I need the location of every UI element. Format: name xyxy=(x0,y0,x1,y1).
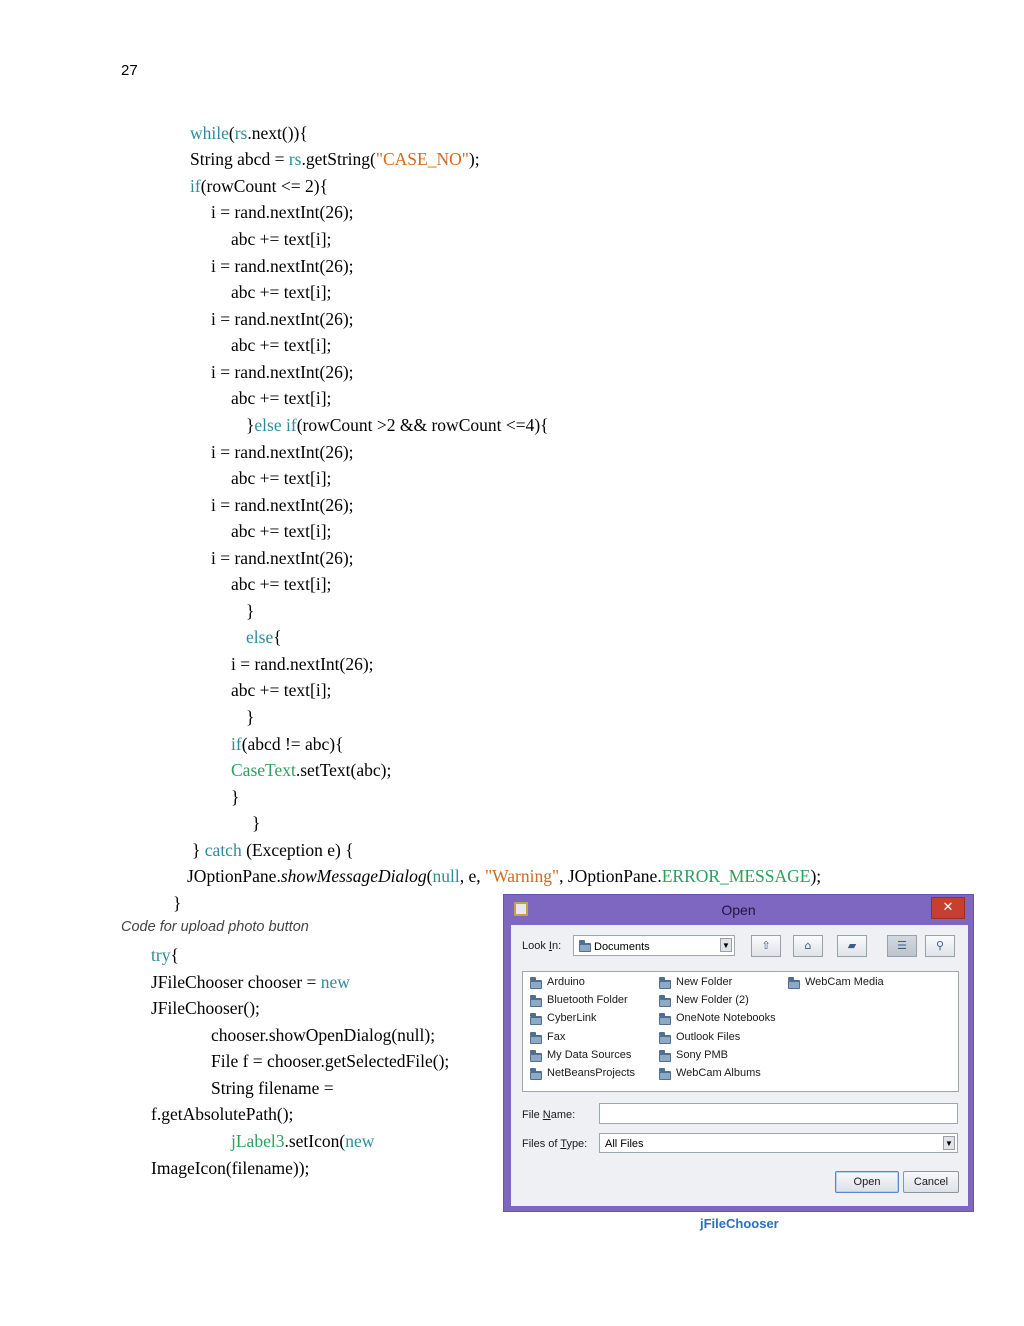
up-folder-icon: ⇧ xyxy=(761,939,771,952)
code-line xyxy=(231,653,374,675)
open-button[interactable]: Open xyxy=(835,1171,899,1193)
code-line xyxy=(231,786,239,808)
code-line xyxy=(246,414,549,436)
code-line xyxy=(231,759,391,781)
code-token: (rowCount >2 && rowCount <=4){ xyxy=(296,415,549,435)
code-token: } xyxy=(246,415,255,435)
code-token: new xyxy=(345,1131,375,1151)
code-token: } xyxy=(231,787,240,807)
code-token: ( xyxy=(426,866,433,886)
close-button[interactable]: ✕ xyxy=(931,897,965,919)
details-view-button[interactable] xyxy=(925,935,955,957)
code-line xyxy=(187,865,821,887)
code-token: i = rand.nextInt(26); xyxy=(211,442,354,462)
code-token: (rowCount <= 2){ xyxy=(200,176,328,196)
code-line xyxy=(190,175,328,197)
code-token: i = rand.nextInt(26); xyxy=(211,362,354,382)
folder-icon xyxy=(530,998,542,1007)
code-token: } xyxy=(252,813,261,833)
new-folder-icon: ▰ xyxy=(847,939,857,952)
files-of-type-value: All Files xyxy=(605,1138,644,1150)
home-icon: ⌂ xyxy=(804,939,812,952)
code-line xyxy=(231,520,331,542)
code-token: i = rand.nextInt(26); xyxy=(211,548,354,568)
code-line xyxy=(190,122,308,144)
figure-caption: jFileChooser xyxy=(700,1216,779,1231)
code-line xyxy=(231,228,331,250)
code-line xyxy=(231,1130,374,1152)
folder-icon xyxy=(659,998,671,1007)
code-token: abc += text[i]; xyxy=(231,388,332,408)
folder-icon xyxy=(530,1053,542,1062)
code-line xyxy=(211,255,354,277)
code-line xyxy=(211,547,354,569)
folder-icon xyxy=(579,943,591,952)
code-token: i = rand.nextInt(26); xyxy=(211,309,354,329)
code-token: } xyxy=(246,707,255,727)
code-token: else if xyxy=(254,415,297,435)
chevron-down-icon[interactable]: ▼ xyxy=(943,1136,955,1150)
section-caption: Code for upload photo button xyxy=(121,919,309,935)
list-view-button[interactable] xyxy=(887,935,917,957)
file-name: My Data Sources xyxy=(547,1048,632,1061)
code-token: showMessageDialog xyxy=(280,866,427,886)
code-token: String filename = xyxy=(211,1078,334,1098)
code-token: if xyxy=(190,176,201,196)
code-line xyxy=(231,281,331,303)
code-line xyxy=(246,626,282,648)
code-token: .next()){ xyxy=(247,123,308,143)
folder-icon xyxy=(659,1053,671,1062)
code-line xyxy=(231,387,331,409)
code-line xyxy=(211,441,354,463)
file-name-input[interactable] xyxy=(599,1103,958,1124)
code-token: else xyxy=(246,627,274,647)
code-token: .setIcon( xyxy=(284,1131,346,1151)
file-name: WebCam Media xyxy=(805,976,884,988)
file-name: Outlook Files xyxy=(676,1030,741,1043)
code-line xyxy=(151,971,350,993)
file-name: New Folder xyxy=(676,976,733,988)
code-token: new xyxy=(320,972,350,992)
dialog-body xyxy=(511,925,968,1206)
code-line xyxy=(231,733,344,755)
code-token: ( xyxy=(228,123,235,143)
code-token: i = rand.nextInt(26); xyxy=(211,495,354,515)
code-token: ); xyxy=(810,866,822,886)
code-line xyxy=(211,494,354,516)
code-token: f.getAbsolutePath(); xyxy=(151,1104,294,1124)
code-line xyxy=(211,1024,435,1046)
code-token: abc += text[i]; xyxy=(231,282,332,302)
code-token: ); xyxy=(468,149,480,169)
code-token: } xyxy=(192,840,205,860)
code-token: i = rand.nextInt(26); xyxy=(231,654,374,674)
dialog-title: Open xyxy=(721,902,756,918)
code-token: } xyxy=(246,601,255,621)
code-line xyxy=(173,892,181,914)
code-token: , e, xyxy=(459,866,485,886)
code-line xyxy=(246,706,254,728)
code-token: ERROR_MESSAGE xyxy=(661,866,811,886)
code-token: rs xyxy=(288,149,302,169)
code-token: { xyxy=(273,627,282,647)
look-in-value: Documents xyxy=(594,941,650,953)
list-view-icon: ☰ xyxy=(897,939,907,952)
code-token: JFileChooser chooser = xyxy=(151,972,321,992)
code-token: abc += text[i]; xyxy=(231,680,332,700)
look-in-label: Look In: xyxy=(522,940,562,952)
code-token: .getString( xyxy=(301,149,376,169)
code-line xyxy=(231,573,331,595)
code-token: i = rand.nextInt(26); xyxy=(211,256,354,276)
code-token: } xyxy=(173,893,182,913)
folder-icon xyxy=(659,1071,671,1080)
code-line xyxy=(151,944,179,966)
file-name-label: File Name: xyxy=(522,1109,576,1121)
code-token: while xyxy=(190,123,229,143)
file-chooser-dialog xyxy=(503,894,974,1212)
folder-icon xyxy=(659,1016,671,1025)
file-name: Fax xyxy=(547,1030,566,1043)
code-line xyxy=(231,334,331,356)
folder-icon xyxy=(530,1071,542,1080)
folder-icon xyxy=(530,980,542,989)
code-line xyxy=(192,839,354,861)
code-token: JOptionPane. xyxy=(187,866,281,886)
chevron-down-icon[interactable]: ▼ xyxy=(720,938,732,952)
code-token: (abcd != abc){ xyxy=(241,734,344,754)
code-token: abc += text[i]; xyxy=(231,521,332,541)
code-line xyxy=(151,1103,293,1125)
file-name: OneNote Notebooks xyxy=(676,1012,776,1025)
folder-icon xyxy=(659,1035,671,1044)
code-line xyxy=(211,1077,334,1099)
code-token: { xyxy=(170,945,179,965)
code-line xyxy=(252,812,260,834)
code-line xyxy=(211,1050,449,1072)
code-token: , JOptionPane. xyxy=(559,866,662,886)
code-token: if xyxy=(231,734,242,754)
code-token: "CASE_NO" xyxy=(375,149,469,169)
code-token: File f = chooser.getSelectedFile(); xyxy=(211,1051,450,1071)
code-token: abc += text[i]; xyxy=(231,574,332,594)
code-token: rs xyxy=(234,123,248,143)
files-of-type-label: Files of Type: xyxy=(522,1138,588,1150)
code-line xyxy=(190,148,480,170)
file-name: Arduino xyxy=(547,976,585,988)
code-token: .setText(abc); xyxy=(295,760,392,780)
file-name: CyberLink xyxy=(547,1012,597,1025)
up-folder-button[interactable] xyxy=(751,935,781,957)
code-token: (Exception e) { xyxy=(241,840,354,860)
code-token: abc += text[i]; xyxy=(231,229,332,249)
file-list[interactable] xyxy=(522,971,959,1092)
code-token: try xyxy=(151,945,171,965)
code-line xyxy=(246,600,254,622)
file-name: New Folder (2) xyxy=(676,994,749,1007)
folder-icon xyxy=(530,1035,542,1044)
code-token: CaseText xyxy=(231,760,296,780)
code-line xyxy=(151,1157,309,1179)
code-token: abc += text[i]; xyxy=(231,335,332,355)
details-view-icon: ⚲ xyxy=(935,939,945,952)
file-name: Sony PMB xyxy=(676,1048,728,1061)
code-token: null xyxy=(432,866,460,886)
new-folder-button[interactable] xyxy=(837,935,867,957)
cancel-button[interactable]: Cancel xyxy=(903,1171,959,1193)
file-name: Bluetooth Folder xyxy=(547,994,628,1007)
code-token: catch xyxy=(204,840,242,860)
code-line xyxy=(231,679,331,701)
folder-icon xyxy=(788,980,800,989)
code-token: chooser.showOpenDialog(null); xyxy=(211,1025,436,1045)
code-token: abc += text[i]; xyxy=(231,468,332,488)
folder-icon xyxy=(659,980,671,989)
dialog-titlebar xyxy=(504,895,973,925)
code-token: String abcd = xyxy=(190,149,289,169)
files-of-type-select[interactable] xyxy=(599,1133,958,1153)
code-token: "Warning" xyxy=(485,866,560,886)
folder-icon xyxy=(530,1016,542,1025)
code-token: i = rand.nextInt(26); xyxy=(211,202,354,222)
look-in-combo[interactable] xyxy=(573,935,735,956)
page-number: 27 xyxy=(121,62,138,79)
code-token: JFileChooser(); xyxy=(151,998,260,1018)
home-button[interactable] xyxy=(793,935,823,957)
code-line xyxy=(211,361,354,383)
code-line xyxy=(231,467,331,489)
file-name: WebCam Albums xyxy=(676,1067,761,1079)
code-line xyxy=(211,308,354,330)
file-name: NetBeansProjects xyxy=(547,1067,636,1079)
code-token: jLabel3 xyxy=(231,1131,285,1151)
code-line xyxy=(151,997,260,1019)
code-token: ImageIcon(filename)); xyxy=(151,1158,310,1178)
code-line xyxy=(211,201,354,223)
